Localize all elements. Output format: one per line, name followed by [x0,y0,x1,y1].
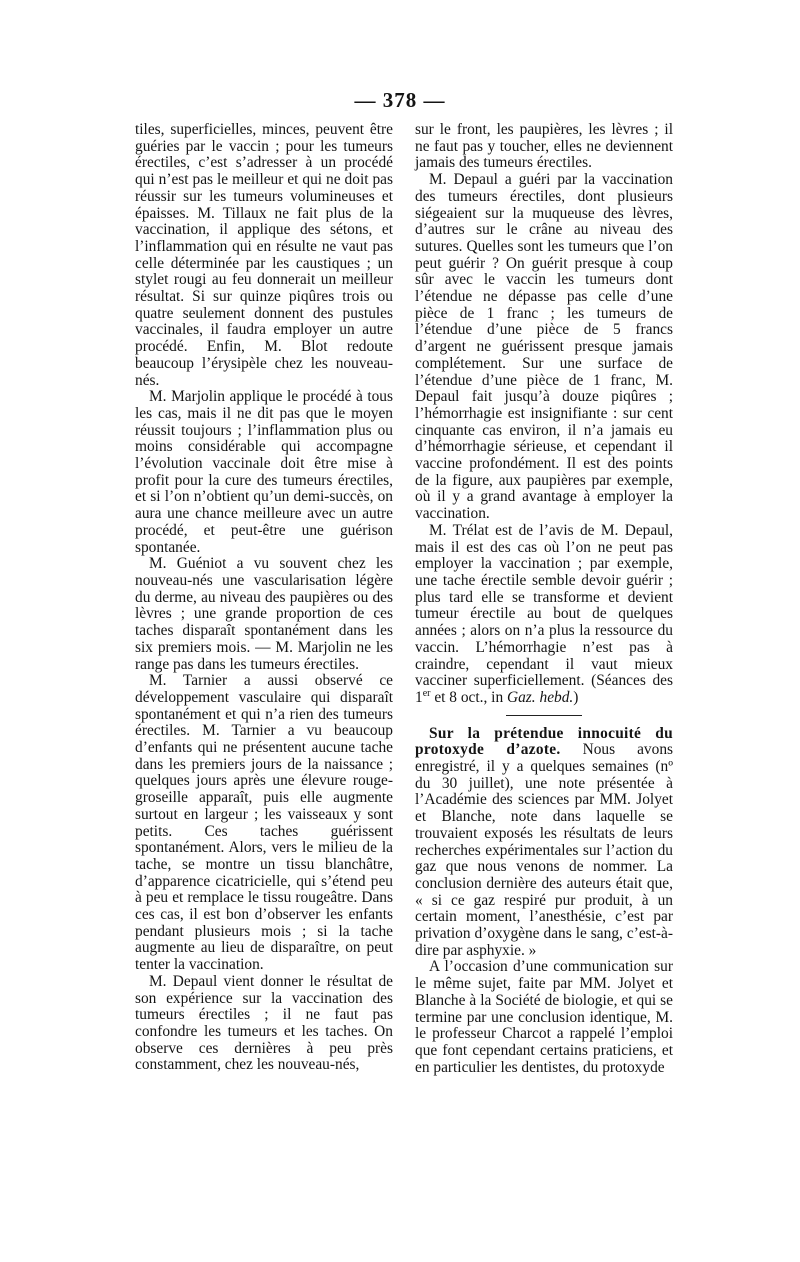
paragraph: M. Guéniot a vu souvent chez les nouveau-nés une vascularisation légère du derme, au niveau des paupières ou des lèvres ; une grande proportion de ces taches disparaît spontanément dans les six premiers mois. — M. Marjolin ne les range pas dans les tumeurs érectiles. [135,555,393,673]
left-column [135,122,393,1074]
citation-mid: et 8 oct., in [430,688,507,706]
section-paragraph [415,726,673,960]
paragraph: M. Marjolin applique le procédé à tous les cas, mais il ne dit pas que le moyen réussit toujours ; l’inflammation plus ou moins considérable qui accompagne l’évolution vaccinale doit être mise à profit pour la cure des tumeurs érectiles, et si l’on n’obtient qu’un demi-succès, on aura une chance meilleure avec un autre procédé, et peut-être une guérison spontanée. [135,388,393,556]
paragraph: tiles, superficielles, minces, peuvent être guéries par le vaccin ; pour les tumeurs érectiles, c’est s’adresser à un procédé qui n’est pas le meilleur et qui ne doit pas réussir sur les tumeurs volumineuses et épaisses. M. Tillaux ne fait plus de la vaccination, il applique des sétons, et l’inflammation qui en résulte ne vaut pas celle déterminée par les caustiques ; un stylet rougi au feu donnerait un meilleur résultat. Si sur quinze piqûres trois ou quatre seulement donnent des pustules vaccinales, il faudra employer un autre procédé. Enfin, M. Blot redoute beaucoup l’érysipèle chez les nouveau-nés. [135,121,393,389]
section-divider [506,715,582,716]
paragraph-text: Nous avons enregistré, il y a quelques semaines (nº du 30 juillet), une note présentée à l’Académie des sciences par MM. Jolyet et Blanche, note dans laquelle se trouvaient exposés les résultats de leurs recherches expérimentales sur l’action du gaz que nous venons de nommer. La conclusion dernière des auteurs était que, « si ce gaz respiré pur produit, à un certain moment, l’anesthésie, c’est par privation d’oxygène dans le sang, c’est-à-dire par asphyxie. » [415,741,673,959]
paragraph: M. Tarnier a aussi observé ce développement vasculaire qui disparaît spontanément et qui n’a rien des tumeurs érectiles. M. Tarnier a vu beaucoup d’enfants qui ne présentent aucune tache dans les premiers jours de la naissance ; quelques jours après une élevure rouge-groseille apparaît, puis elle augmente surtout en largeur ; les vaisseaux y sont petits. Ces taches guérissent spontanément. Alors, vers le milieu de la tache, se montre un tissu blanchâtre, d’apparence cicatricielle, qui s’étend peu à peu et remplace le tissu rougeâtre. Dans ces cas, il est bon d’observer les enfants pendant plusieurs mois ; si la tache augmente au lieu de disparaître, on peut tenter la vaccination. [135,672,393,974]
paragraph-text: M. Trélat est de l’avis de M. Depaul, mais il est des cas où l’on ne peut pas employer la vaccination ; par exemple, une tache érectile semble devoir guérir ; plus tard elle se transforme et devient tumeur érectile au bout de quelques années ; alors on n’a plus la ressource du vaccin. L’hémorrhagie n’est pas à craindre, cependant il vaut mieux vacciner superficiellement. [415,521,673,690]
paragraph [415,523,673,707]
citation-sup: er [422,687,431,699]
citation-journal: Gaz. hebd. [507,688,574,706]
citation-prefix: (Séances des 1 [415,672,673,706]
section-heading: Sur la prétendue innocuité du protoxyde d’azote. [415,724,673,759]
citation-end: ) [573,688,579,706]
paragraph: M. Depaul a guéri par la vaccination des tumeurs érectiles, dont plusieurs siégeaient sur la muqueuse des lèvres, d’autres sur le crâne au niveau des sutures. Quelles sont les tumeurs que l’on peut guérir ? On guérit presque à coup sûr avec le vaccin les tumeurs dont l’étendue ne dépasse pas celle d’une pièce de 1 franc ; les tumeurs de l’étendue d’une pièce de 5 francs d’argent ne guérissent presque jamais complétement. Sur une surface de l’étendue d’une pièce de 1 franc, M. Depaul fait jusqu’à douze piqûres ; l’hémorrhagie est insignifiante : sur cent cinquante cas environ, il n’a jamais eu d’hémorrhagie sérieuse, et cependant il vaccine profondément. Il est des points de la figure, aux paupières par exemple, où il y a grand avantage à employer la vaccination. [415,171,673,523]
page-number: — 378 — [354,88,446,112]
right-column [415,122,673,1076]
paragraph: M. Depaul vient donner le résultat de son expérience sur la vaccination des tumeurs érectiles ; il ne faut pas confondre les tumeurs et les taches. On observe ces dernières à peu près constamment, chez les nouveau-nés, [135,972,393,1074]
paragraph: A l’occasion d’une communication sur le même sujet, faite par MM. Jolyet et Blanche à la Société de biologie, et qui se termine par une conclusion identique, M. le professeur Charcot a rappelé l’emploi que font cependant certains praticiens, et en particulier les dentistes, du protoxyde [415,958,673,1076]
paragraph: sur le front, les paupières, les lèvres ; il ne faut pas y toucher, elles ne deviennent jamais des tumeurs érectiles. [415,121,673,172]
